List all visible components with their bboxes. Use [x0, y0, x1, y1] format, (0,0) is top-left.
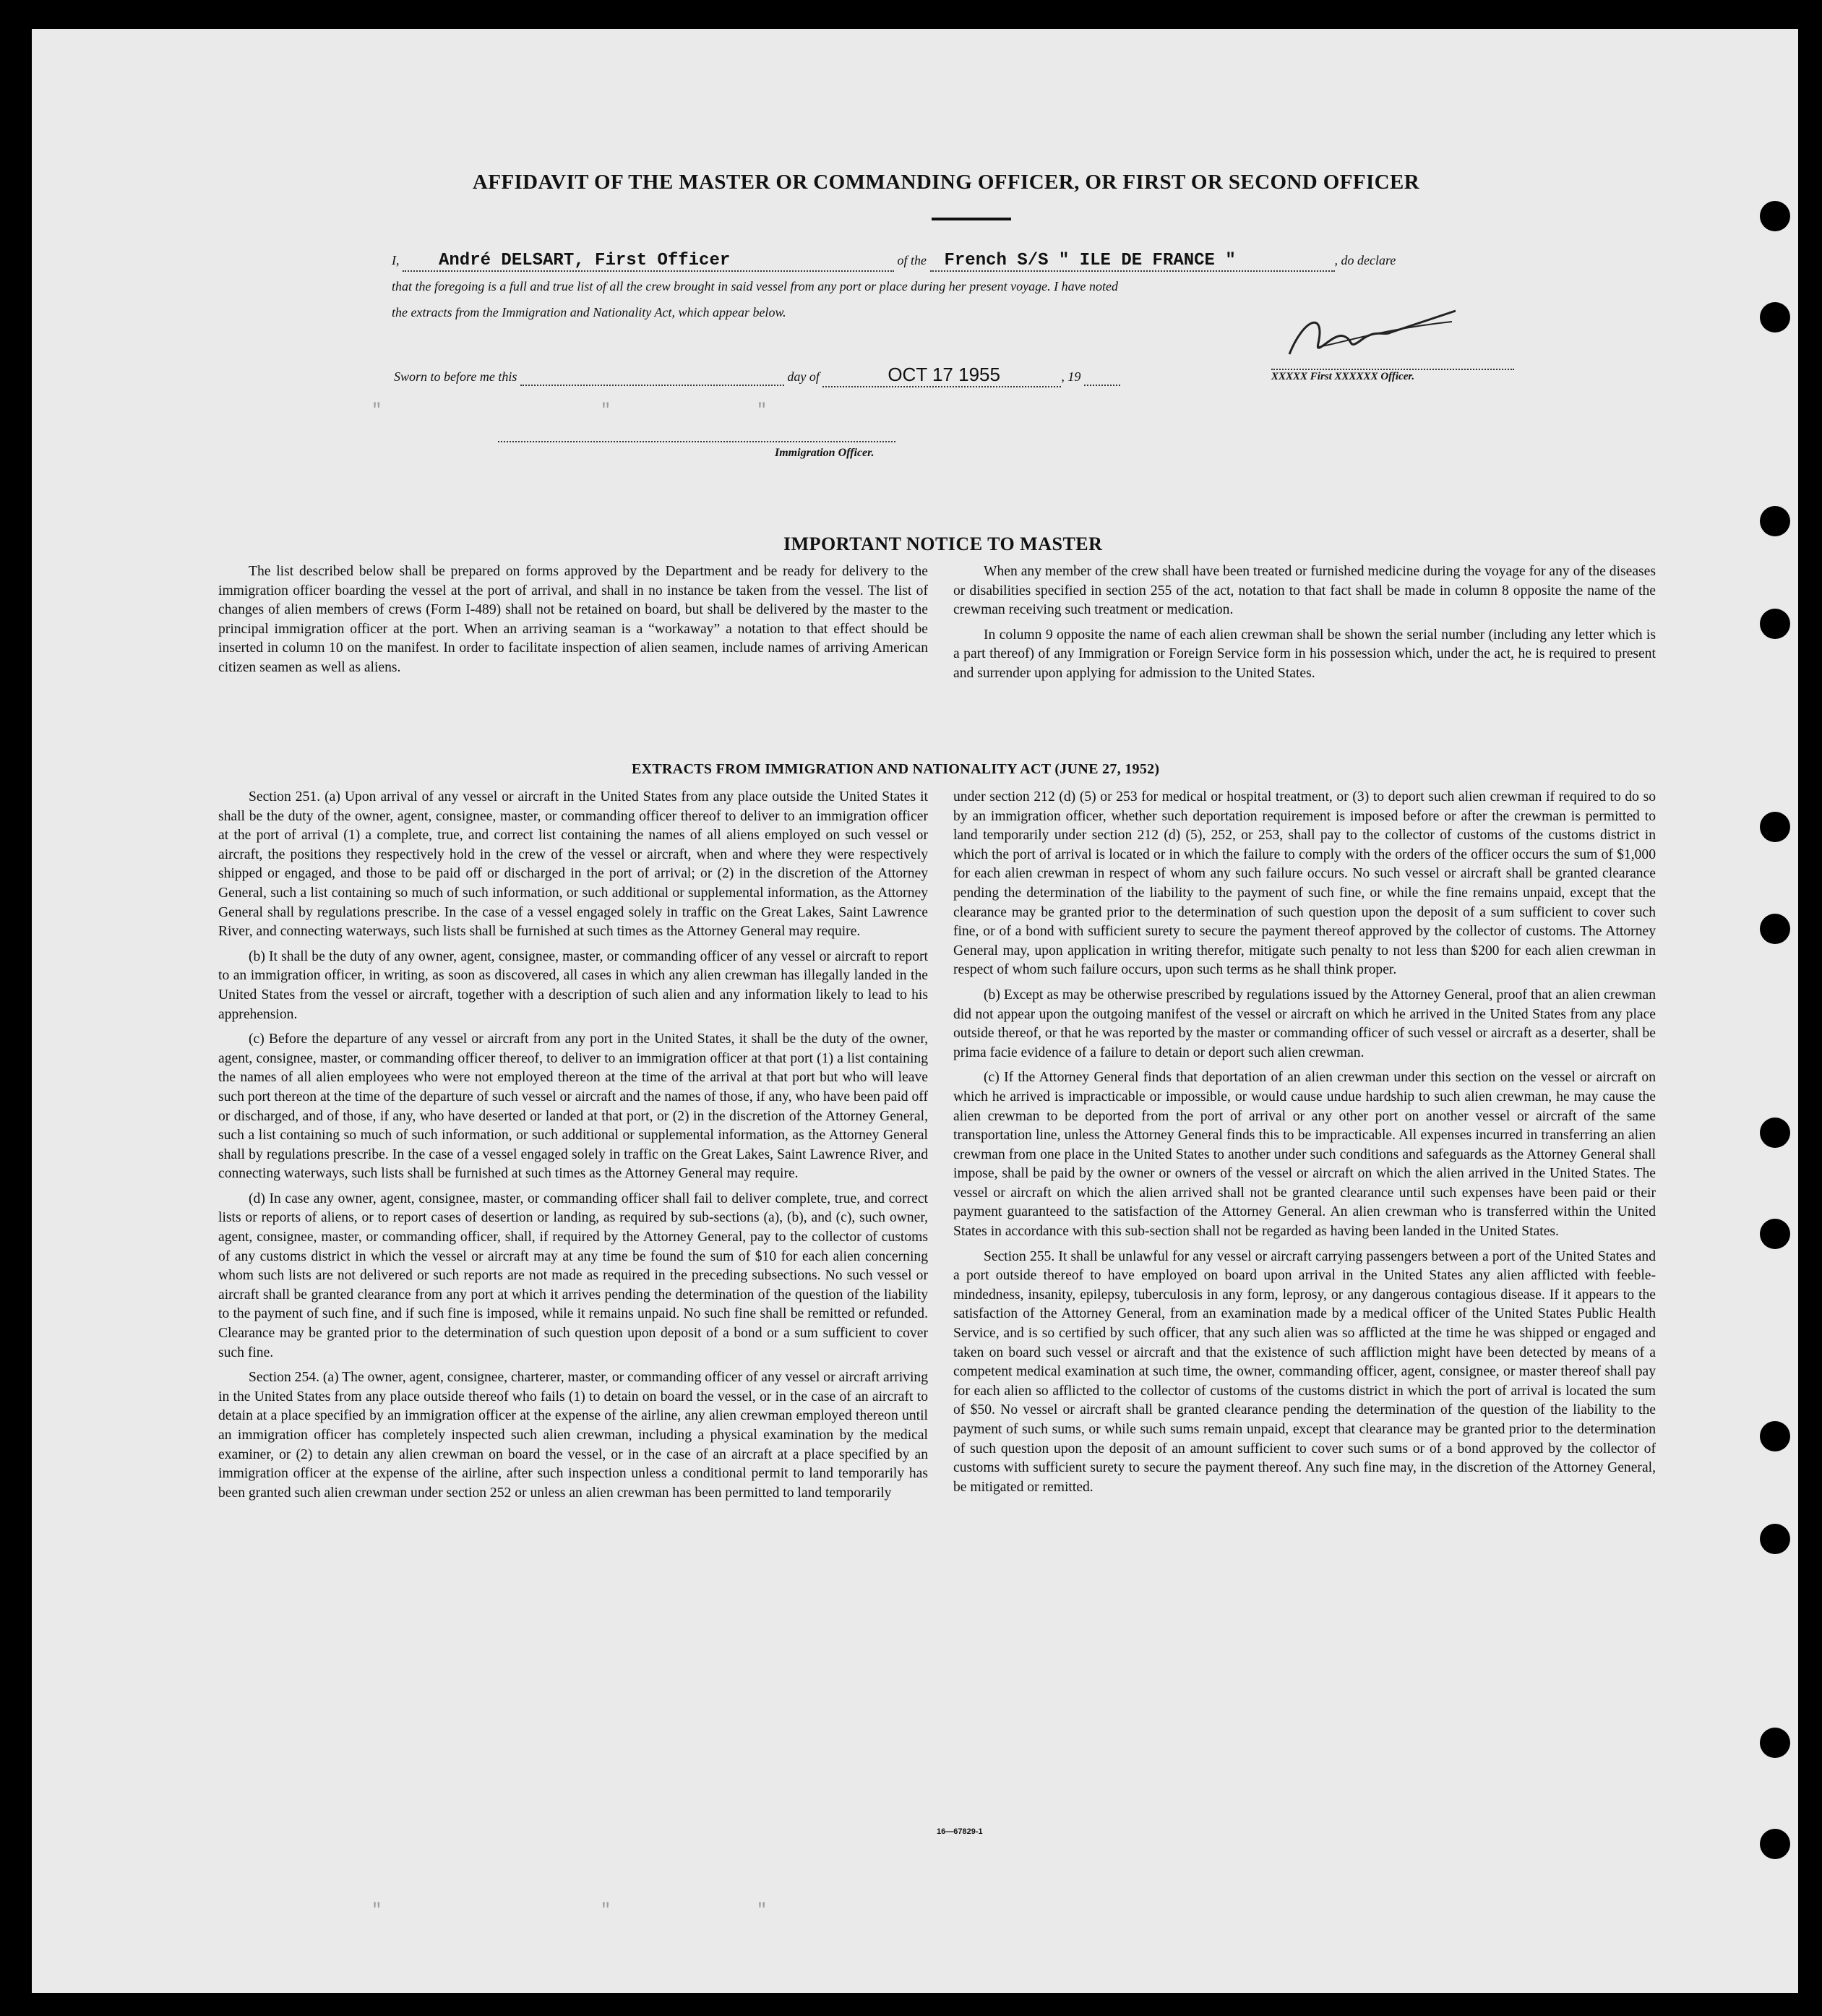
- affidavit-title: AFFIDAVIT OF THE MASTER OR COMMANDING OFFICER, OR FIRST OR SECOND OFFICER: [472, 171, 1420, 194]
- immigration-officer-line: [498, 441, 895, 442]
- immigration-officer-caption: Immigration Officer.: [775, 447, 875, 459]
- section-254-a-cont: under section 212 (d) (5) or 253 for medical or hospital treatment, or (3) to deport such alien crewman if required to do so by an immigration officer, whether such deportation requirement is imposed before or after the crewman is permitted to land temporarily under section 212 (d) (5), 252, or 253, shall pay to the collector of customs of the customs district in which the port of arrival is located or in which the failure to comply with the orders of the officer occurs the sum of $1,000 for each alien crewman in respect of whom any such failure occurs. No such vessel or aircraft shall be granted clearance pending the determination of the liability to the payment of such fine, or while the fine remains unpaid, except that the clearance may be granted prior to the determination of such question upon the deposit of a sum sufficient to cover such fine, or of a bond with sufficient surety to secure the payment thereof approved by the collector of customs. The Attorney General may, upon application in writing therefor, mitigate such penalty to not less than $200 for each alien crewman in respect of whom such failure occurs, upon such terms as he shall think proper.: [953, 789, 1656, 978]
- notice-right-paragraph-1: When any member of the crew shall have been treated or furnished medicine during the voyage for any of the diseases or disabilities specified in section 255 of the act, notation to that fact shall be made in column 8 opposite the name of the crewman receiving such treatment or medication.: [953, 564, 1656, 618]
- extracts-left-column: [218, 788, 928, 1509]
- binder-hole: [1760, 609, 1790, 639]
- signature-line: [1271, 369, 1514, 370]
- title-rule: [932, 218, 1011, 220]
- binder-hole: [1760, 1118, 1790, 1148]
- bleed-through-marks: ″ ″ ″: [371, 1901, 768, 1921]
- section-254-b: (b) Except as may be otherwise prescribed by regulations issued by the Attorney General, proof that an alien crewman did not appear upon the outgoing manifest of the vessel or aircraft on which he arrived in the United States from any place outside thereof, or that he was reported by the master or commanding officer of such vessel or aircraft as a deserter, shall be prima facie evidence of a failure to detain or deport such alien crewman.: [953, 987, 1656, 1060]
- extracts-heading: EXTRACTS FROM IMMIGRATION AND NATIONALITY ACT (JUNE 27, 1952): [632, 761, 1160, 777]
- section-251-b: (b) It shall be the duty of any owner, agent, consignee, master, or commanding officer of any vessel or aircraft to report to an immigration officer, in writing, as soon as discovered, all cases in which any alien crewman has illegally landed in the United States from the vessel or aircraft, together with a description of such alien and any information likely to lead to his apprehension.: [218, 948, 928, 1022]
- binder-hole: [1760, 812, 1790, 842]
- section-251-a: Section 251. (a) Upon arrival of any vessel or aircraft in the United States from any place outside the United States it shall be the duty of the owner, agent, consignee, master, or commanding officer thereof to deliver to an immigration officer at the port of arrival (1) a complete, true, and correct list containing the names of all aliens employed on such vessel or aircraft, the positions they respectively hold in the crew of the vessel or aircraft, when and where they were respectively shipped or engaged, and those to be paid off or discharged in the port of arrival; or (2) in the discretion of the Attorney General, such a list containing so much of such information, or such additional or supplemental information, as the Attorney General shall by regulations prescribe. In the case of a vessel engaged solely in traffic on the Great Lakes, Saint Lawrence River, and connecting waterways, such lists shall be furnished at such times as the Attorney General may require.: [218, 789, 928, 940]
- day-of-label: day of: [787, 369, 820, 384]
- vessel-name: French S/S " ILE DE FRANCE ": [944, 251, 1236, 270]
- section-254-a: Section 254. (a) The owner, agent, consignee, charterer, master, or commanding officer of any vessel or aircraft arriving in the United States from any place outside thereof who fails (1) to detain on board the vessel, or in the case of an aircraft to detain at a place specified by an immigration officer at the expense of the airline, any alien crewman employed thereon until an immigration officer has completely inspected such alien crewman, including a physical examination by the medical examiner, or (2) to detain any alien crewman on board the vessel, or in the case of an aircraft at a place specified by an immigration officer at the expense of the airline, after such inspection unless a conditional permit to land temporarily has been granted such alien crewman under section 252 or unless an alien crewman has been permitted to land temporarily: [218, 1370, 928, 1501]
- binder-hole: [1760, 1421, 1790, 1451]
- year-prefix: , 19: [1061, 369, 1081, 384]
- bleed-through-marks: ″ ″ ″: [371, 401, 768, 421]
- sworn-date-field: [822, 364, 1061, 387]
- section-251-c: (c) Before the departure of any vessel or aircraft from any port in the United States, it shall be the duty of the owner, agent, consignee, master, or commanding officer thereof, to deliver to an immigration officer at that port (1) a list containing the names of all alien employees who were not employed thereon at the time of the arrival at that port but who will leave such port thereon at the time of the departure of such vessel or aircraft and the names of those, if any, who have been paid off or discharged, and of those, if any, who have deserted or landed at that port, or (2) in the discretion of the Attorney General, such a list containing so much of such information, or such additional or supplemental information, as the Attorney General shall by regulations prescribe. In the case of a vessel engaged solely in traffic on the Great Lakes, Saint Lawrence River, and connecting waterways, such lists shall be furnished at such times as the Attorney General may require.: [218, 1031, 928, 1182]
- binder-hole: [1760, 1728, 1790, 1758]
- binder-hole: [1760, 302, 1790, 333]
- do-declare-label: , do declare: [1334, 253, 1396, 267]
- declaration-line-1: [392, 251, 1396, 272]
- notice-heading: IMPORTANT NOTICE TO MASTER: [783, 533, 1103, 554]
- notice-left-column: [218, 562, 928, 684]
- notice-left-paragraph: The list described below shall be prepared on forms approved by the Department and be ready for delivery to the immigration officer boarding the vessel at the port of arrival, and shall in no instance be taken from the vessel. The list of changes of alien members of crews (Form I-489) shall not be retained on board, but shall be delivered by the master to the principal immigration officer at the port. When an arriving seaman is a “workaway” a notation to that effect should be inserted in column 10 on the manifest. In order to facilitate inspection of alien seamen, include names of arriving American citizen seamen as well as aliens.: [218, 564, 928, 675]
- binder-hole: [1760, 1524, 1790, 1554]
- binder-hole: [1760, 914, 1790, 944]
- declaration-line-2: that the foregoing is a full and true list of all the crew brought in said vessel from any port or place during her present voyage. I have noted: [392, 279, 1119, 293]
- officer-name-field: [403, 251, 894, 272]
- document-page: [32, 29, 1798, 1993]
- form-number: 16—67829-1: [937, 1827, 983, 1836]
- section-251-d: (d) In case any owner, agent, consignee, master, or commanding officer shall fail to deliver complete, true, and correct lists or reports of aliens, or to report cases of desertion or landing, as required by sub-sections (a), (b), and (c), such owner, agent, consignee, master, or commanding officer, shall, if required by the Attorney General, pay to the collector of customs of any customs district in which the vessel or aircraft may at any time be found the sum of $10 for each alien concerning whom such lists are not delivered or such reports are not made as required in the preceding subsections. No such vessel or aircraft shall be granted clearance from any port at which it arrives pending the determination of the question of the liability to the payment of such fine, and if such fine is imposed, while it remains unpaid. No such fine shall be remitted or refunded. Clearance may be granted prior to the determination of such question upon deposit of a bond or a sum sufficient to cover such fine.: [218, 1191, 928, 1360]
- signature-caption: XXXXX First XXXXXX Officer.: [1271, 371, 1415, 382]
- binder-hole: [1760, 201, 1790, 231]
- binder-hole: [1760, 506, 1790, 536]
- notice-right-paragraph-2: In column 9 opposite the name of each alien crewman shall be shown the serial number (including any letter which is a part thereof) of any Immigration or Foreign Service form in his possession which, under the act, he is required to present and surrender upon applying for admission to the United States.: [953, 627, 1656, 681]
- of-the-label: of the: [897, 253, 927, 267]
- vessel-field: [930, 251, 1335, 272]
- section-254-c: (c) If the Attorney General finds that deportation of an alien crewman under this section on the vessel or aircraft on which he arrived is impracticable or impossible, or would cause undue hardship to such alien crewman, he may cause the alien crewman to be deported from the port of arrival or any other port on another vessel or aircraft of the same transportation line, unless the Attorney General finds this to be impracticable. All expenses incurred in transferring an alien crewman from one place in the United States to another under such conditions and safeguards as the Attorney General shall impose, shall be paid by the owner or owners of the vessel or aircraft on which the alien arrived in the United States. The vessel or aircraft on which the alien arrived shall not be granted clearance until such expenses have been paid or their payment guaranteed to the satisfaction of the Attorney General. An alien crewman who is transferred within the United States in accordance with this sub-section shall not be regarded as having been landed in the United States.: [953, 1070, 1656, 1240]
- declaration-line-3: the extracts from the Immigration and Nationality Act, which appear below.: [392, 305, 786, 319]
- handwritten-signature: [1275, 304, 1463, 369]
- officer-name: André DELSART, First Officer: [439, 251, 731, 270]
- extracts-right-column: [953, 788, 1656, 1503]
- binder-hole: [1760, 1829, 1790, 1859]
- sworn-line: [394, 364, 1120, 387]
- sworn-date-stamp: OCT 17 1955: [888, 364, 1000, 385]
- sworn-day-field: [520, 369, 784, 386]
- section-255: Section 255. It shall be unlawful for any vessel or aircraft carrying passengers between a port of the United States and a port outside thereof to have employed on board upon arrival in the United States any alien afflicted with feeble-mindedness, insanity, epilepsy, tuberculosis in any form, leprosy, or any dangerous contagious disease. If it appears to the satisfaction of the Attorney General, from an examination made by a medical officer of the United States Public Health Service, and is so certified by such officer, that any such alien was so afflicted at the time he was shipped or engaged and taken on board such vessel or aircraft and that the existence of such affliction might have been detected by means of a competent medical examination at such time, the owner, commanding officer, agent, consignee, or master thereof shall pay for each alien so afflicted to the collector of customs of the customs district in which the port of arrival is located the sum of $50. No vessel or aircraft shall be granted clearance pending the determination of the question of the liability to the payment of such sums, or while such sums remain unpaid, except that clearance may be granted prior to the determination of such question upon the deposit of an amount sufficient to cover such sums or of a bond approved by the collector of customs with sufficient surety to secure the payment thereof. Any such fine may, in the discretion of the Attorney General, be mitigated or remitted.: [953, 1248, 1656, 1495]
- year-field: [1084, 369, 1120, 386]
- binder-hole: [1760, 1219, 1790, 1249]
- sworn-label: Sworn to before me this: [394, 369, 517, 384]
- notice-right-column: [953, 562, 1656, 690]
- decl-prefix: I,: [392, 253, 400, 267]
